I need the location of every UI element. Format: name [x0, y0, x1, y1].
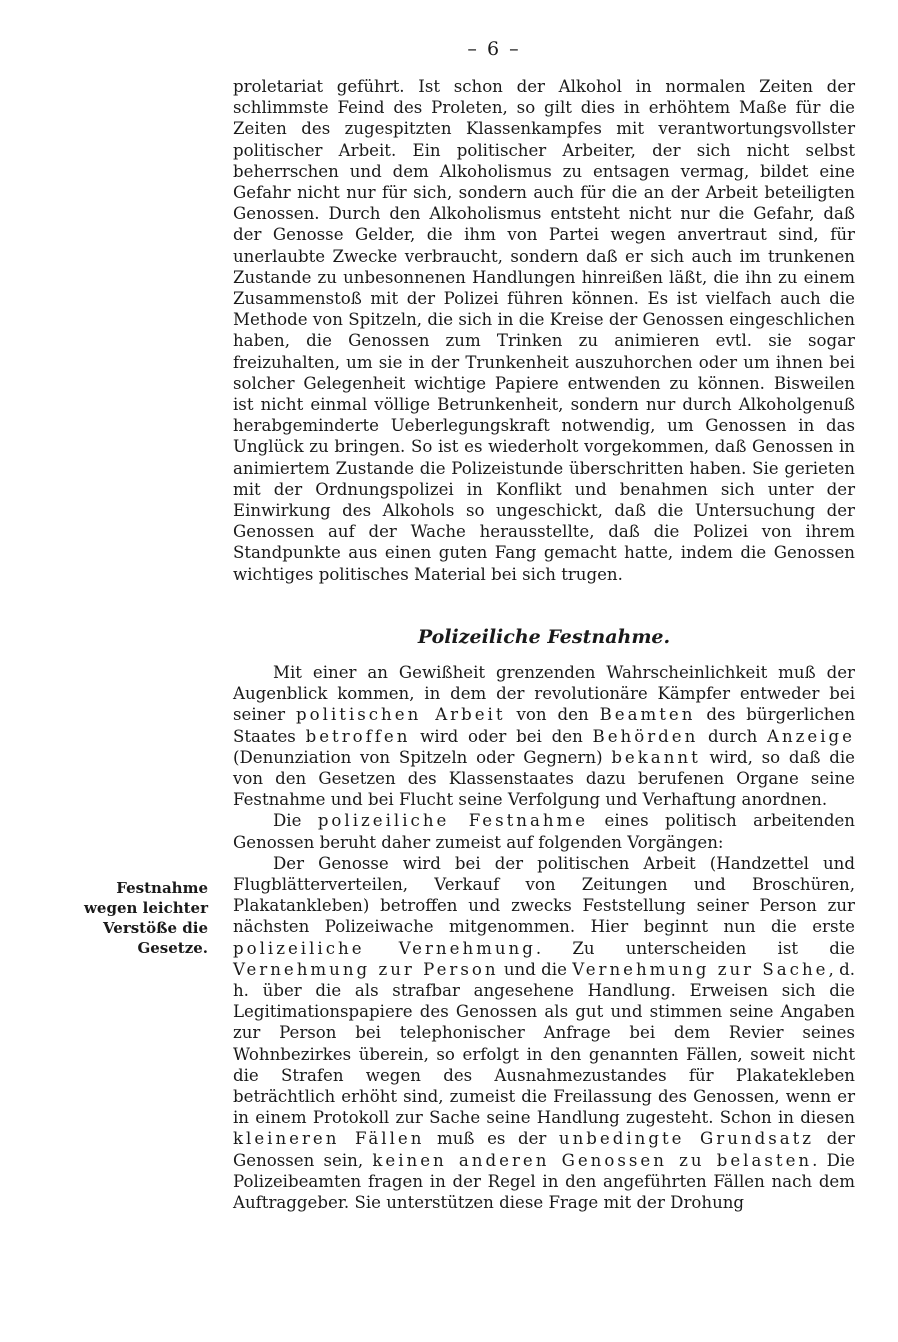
emphasis-text: kleineren Fällen [233, 1129, 425, 1149]
text-run: wird, so daß die von den Gesetzen des Klassenstaates dazu berufenen Organe seine Festnahme und bei Flucht seine Verfolgung und Verhaftung anordnen. [233, 747, 855, 810]
text-run: . Zu unterscheiden ist die [535, 938, 855, 958]
text-run: des bürgerlichen Staates [233, 705, 856, 746]
text-run: von den [505, 705, 600, 725]
text-run: Die [273, 811, 318, 831]
margin-note: Festnahme wegen leichter Verstöße die Gesetze. [84, 879, 208, 957]
page-number: – 6 – [467, 38, 521, 60]
text-run: der Genossen sein, [233, 1129, 855, 1170]
section-body [233, 662, 855, 1213]
emphasis-text: Behörden [592, 726, 699, 746]
emphasis-text: bekannt [611, 747, 701, 767]
emphasis-text: polizeiliche Festnahme [317, 811, 589, 831]
text-run: (Denunziation von Spitzeln oder Gegnern) [233, 747, 612, 767]
text-run: eines politisch arbeitenden Genossen beruht daher zumeist auf folgenden Vorgängen: [233, 811, 855, 852]
emphasis-text: Anzeige [767, 726, 855, 746]
text-run: und die [498, 959, 573, 979]
emphasis-text: keinen anderen Genossen zu belasten [372, 1150, 813, 1170]
emphasis-text: unbedingte Grundsatz [558, 1129, 815, 1149]
section-heading: Polizeiliche Festnahme. [417, 626, 671, 648]
text-run: , d. h. über die als strafbar angesehene Handlung. Erweisen sich die Legitimationspapiere des Genossen als gut und stimmen seine Angaben zur Person bei telephonischer Anfrage bei dem Revier seines Wohnbezirkes überein, so erfolgt in den genannten Fällen, soweit nicht die Strafen wegen des Ausnahmezustandes für Plakatekleben beträchtlich erhöht sind, zumeist die Freilassung des Genossen, wenn er in einem Protokoll zur Sache seine Handlung zugesteht. Schon in diesen [233, 959, 855, 1128]
emphasis-text: Beamten [599, 705, 696, 725]
text-run: muß es der [424, 1129, 559, 1149]
text-run: wird oder bei den [410, 726, 593, 746]
section-paragraph-3 [233, 853, 855, 1213]
emphasis-text: Vernehmung zur Sache [572, 959, 829, 979]
emphasis-text: politischen Arbeit [296, 705, 506, 725]
emphasis-text: polizeiliche Vernehmung [233, 938, 536, 958]
section-paragraph-2 [233, 810, 855, 852]
text-run: Mit einer an Gewißheit grenzenden Wahrscheinlichkeit muß der Augenblick kommen, in dem der revolutionäre Kämpfer entweder bei seiner [233, 663, 855, 725]
body-paragraph: proletariat geführt. Ist schon der Alkohol in normalen Zeiten der schlimmste Feind des Proleten, so gilt dies in erhöhtem Maße für die Zeiten des zugespitzten Klassenkampfes mit verantwortungsvollster politischer Arbeit. Ein politischer Arbeiter, der sich nicht selbst beherrschen und dem Alkoholismus zu entsagen vermag, bildet eine Gefahr nicht nur für sich, sondern auch für die an der Arbeit beteiligten Genossen. Durch den Alkoholismus entsteht nicht nur die Gefahr, daß der Genosse Gelder, die ihm von Partei wegen anvertraut sind, für unerlaubte Zwecke verbraucht, sondern daß er sich auch im trunkenen Zustande zu unbesonnenen Handlungen hinreißen läßt, die ihn zu einem Zusammenstoß mit der Polizei führen können. Es ist vielfach auch die Methode von Spitzeln, die sich in die Kreise der Genossen eingeschlichen haben, die Genossen zum Trinken zu animieren evtl. sie sogar freizuhalten, um sie in der Trunkenheit auszuhorchen oder um ihnen bei solcher Gelegenheit wichtige Papiere entwenden zu können. Bisweilen ist nicht einmal völlige Betrunkenheit, sondern nur durch Alkoholgenuß herabgeminderte Ueberlegungskraft notwendig, um Genossen in das Unglück zu bringen. So ist es wiederholt vorgekommen, daß Genossen in animiertem Zustande die Polizeistunde überschritten haben. Sie gerieten mit der Ordnungspolizei in Konflikt und benahmen sich unter der Einwirkung des Alkohols so ungeschickt, daß die Untersuchung der Genossen auf der Wache herausstellte, daß die Polizei von ihrem Standpunkte aus einen guten Fang gemacht hatte, indem die Genossen wichtiges politisches Material bei sich trugen. [233, 77, 855, 584]
section-paragraph-1 [233, 662, 855, 810]
text-run: durch [698, 726, 768, 746]
emphasis-text: betroffen [305, 726, 411, 746]
text-run: . Die Polizeibeamten fragen in der Regel in den angeführten Fällen nach dem Auftraggeber. Sie unterstützen diese Frage mit der Drohung [233, 1150, 855, 1213]
emphasis-text: Vernehmung zur Person [233, 959, 499, 979]
text-run: Der Genosse wird bei der politischen Arbeit (Handzettel und Flugblätterverteilen, Verkauf von Zeitungen und Broschüren, Plakatankleben) betroffen und zwecks Feststellung seiner Person zur nächsten Polizeiwache mitgenommen. Hier beginnt nun die erste [233, 853, 855, 937]
